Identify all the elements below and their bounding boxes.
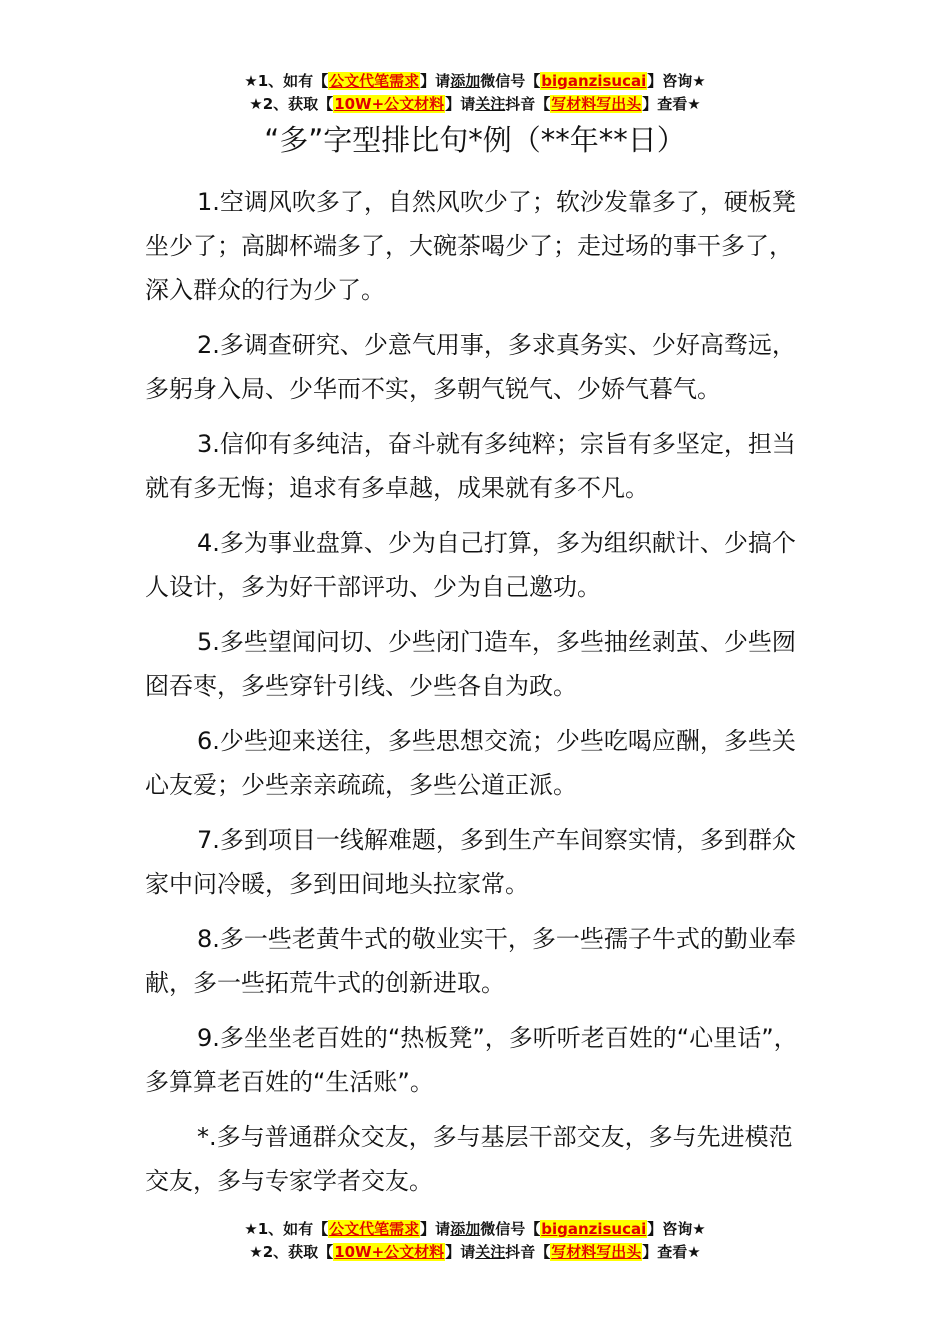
footer-banner [0, 1218, 950, 1264]
paragraph-4: 4.多为事业盘算、少为自己打算，多为组织献计、少搞个人设计，多为好干部评功、少为自己邀功。 [145, 529, 796, 601]
underlined-text: 关注 [475, 1243, 506, 1261]
header-banner [0, 70, 950, 116]
paragraph-7: 7.多到项目一线解难题，多到生产车间察实情，多到群众家中问冷暖，多到田间地头拉家常。 [145, 826, 796, 898]
paragraph-1: 1.空调风吹多了，自然风吹少了；软沙发靠多了，硬板凳坐少了；高脚杯端多了，大碗茶喝少了；走过场的事干多了，深入群众的行为少了。 [145, 188, 796, 304]
underlined-text: 添加 [450, 1220, 481, 1238]
highlight-service: 公文代笔需求 [329, 1220, 420, 1238]
banner-text: ★1、如有【 [244, 72, 329, 90]
banner-text: 】请 [420, 1220, 451, 1238]
banner-text: 抖音【 [505, 1243, 551, 1261]
banner-text: 】查看★ [642, 1243, 701, 1261]
banner-text: 】请 [445, 1243, 476, 1261]
banner-text: 】咨询★ [647, 1220, 706, 1238]
footer-banner-line-1 [0, 1218, 950, 1241]
paragraph-5: 5.多些望闻问切、少些闭门造车，多些抽丝剥茧、少些囫囵吞枣，多些穿针引线、少些各自为政。 [145, 628, 796, 700]
underlined-text: 添加 [450, 72, 481, 90]
underlined-text: 关注 [475, 95, 506, 113]
paragraph-3: 3.信仰有多纯洁，奋斗就有多纯粹；宗旨有多坚定，担当就有多无悔；追求有多卓越，成果就有多不凡。 [145, 430, 796, 502]
highlight-materials: 10W+公文材料 [334, 95, 445, 113]
document-body [145, 180, 810, 1214]
highlight-wechat-id: biganzisucai [541, 72, 647, 90]
paragraph-10: *.多与普通群众交友，多与基层干部交友，多与先进模范交友，多与专家学者交友。 [145, 1123, 793, 1195]
banner-text: 】请 [420, 72, 451, 90]
footer-banner-line-2 [0, 1241, 950, 1264]
banner-text: 微信号【 [480, 1220, 541, 1238]
banner-text: 】请 [445, 95, 476, 113]
paragraph-2: 2.多调查研究、少意气用事，多求真务实、少好高骛远，多躬身入局、少华而不实，多朝气锐气、少娇气暮气。 [145, 331, 796, 403]
banner-text: ★2、获取【 [249, 1243, 334, 1261]
banner-text: 】咨询★ [647, 72, 706, 90]
highlight-materials: 10W+公文材料 [334, 1243, 445, 1261]
banner-text: 微信号【 [480, 72, 541, 90]
banner-text: ★1、如有【 [244, 1220, 329, 1238]
highlight-douyin: 写材料写出头 [551, 1243, 642, 1261]
highlight-wechat-id: biganzisucai [541, 1220, 647, 1238]
paragraph-6: 6.少些迎来送往，多些思想交流；少些吃喝应酬，多些关心友爱；少些亲亲疏疏，多些公道正派。 [145, 727, 796, 799]
banner-text: 抖音【 [505, 95, 551, 113]
highlight-douyin: 写材料写出头 [551, 95, 642, 113]
paragraph-8: 8.多一些老黄牛式的敬业实干，多一些孺子牛式的勤业奉献，多一些拓荒牛式的创新进取。 [145, 925, 796, 997]
highlight-service: 公文代笔需求 [329, 72, 420, 90]
banner-line-2 [0, 93, 950, 116]
banner-line-1 [0, 70, 950, 93]
page-title: “多”字型排比句*例（**年**日） [264, 123, 686, 157]
paragraph-9: 9.多坐坐老百姓的“热板凳”，多听听老百姓的“心里话”，多算算老百姓的“生活账”。 [145, 1024, 798, 1096]
banner-text: 】查看★ [642, 95, 701, 113]
banner-text: ★2、获取【 [249, 95, 334, 113]
